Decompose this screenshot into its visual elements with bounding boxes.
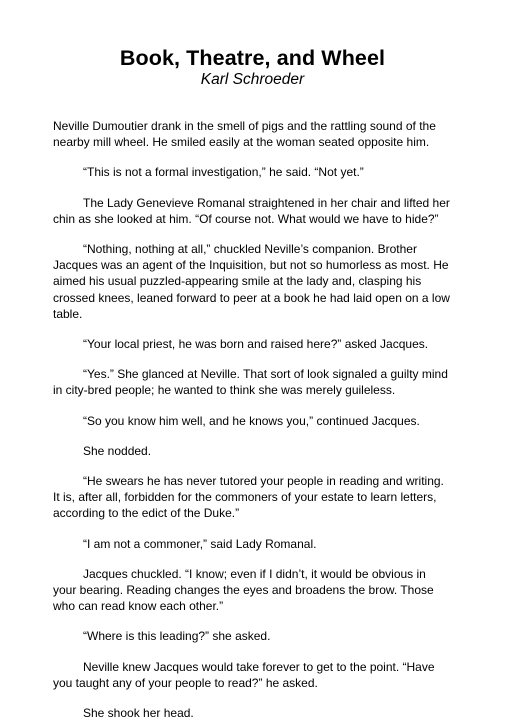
paragraph-9: “He swears he has never tutored your people in reading and writing. It is, after all, forbidden for the commoners of your estate to learn letters, according to the edict of the Duke.”: [53, 474, 444, 521]
document-title: Book, Theatre, and Wheel: [119, 46, 386, 70]
paragraph-2: “This is not a formal investigation,” he said. “Not yet.”: [83, 165, 364, 180]
document-author: Karl Schroeder: [200, 71, 305, 88]
paragraph-14: She shook her head.: [83, 706, 194, 721]
paragraph-7: “So you know him well, and he knows you,” continued Jacques.: [83, 413, 420, 428]
paragraph-6: “Yes.” She glanced at Neville. That sort of look signaled a guilty mind in city-bred people; he wanted to think she was merely guileless.: [53, 367, 448, 398]
paragraph-13: Neville knew Jacques would take forever to get to the point. “Have you taught any of your people to read?” he asked.: [53, 659, 435, 690]
paragraph-4: “Nothing, nothing at all,” chuckled Neville’s companion. Brother Jacques was an agent of the Inquisition, but not so humorless as most. He aimed his usual puzzled-appearing smile at the lady and, clasping his crossed knees, leaned forward to peer at a book he had laid open on a low table.: [53, 242, 450, 321]
paragraph-5: “Your local priest, he was born and raised here?” asked Jacques.: [83, 337, 429, 352]
paragraph-3: The Lady Genevieve Romanal straightened in her chair and lifted her chin as she looked at him. “Of course not. What would we have to hide?”: [53, 195, 450, 226]
story-body: [53, 118, 452, 721]
paragraph-11: Jacques chuckled. “I know; even if I didn’t, it would be obvious in your bearing. Reading changes the eyes and broadens the brow. Those who can read know each other.”: [53, 566, 434, 614]
paragraph-10: “I am not a commoner,” said Lady Romanal.: [83, 536, 317, 551]
paragraph-1: Neville Dumoutier drank in the smell of pigs and the rattling sound of the nearby mill wheel. He smiled easily at the woman seated opposite him.: [53, 119, 436, 150]
paragraph-8: She nodded.: [83, 443, 152, 458]
paragraph-12: “Where is this leading?” she asked.: [83, 629, 271, 644]
